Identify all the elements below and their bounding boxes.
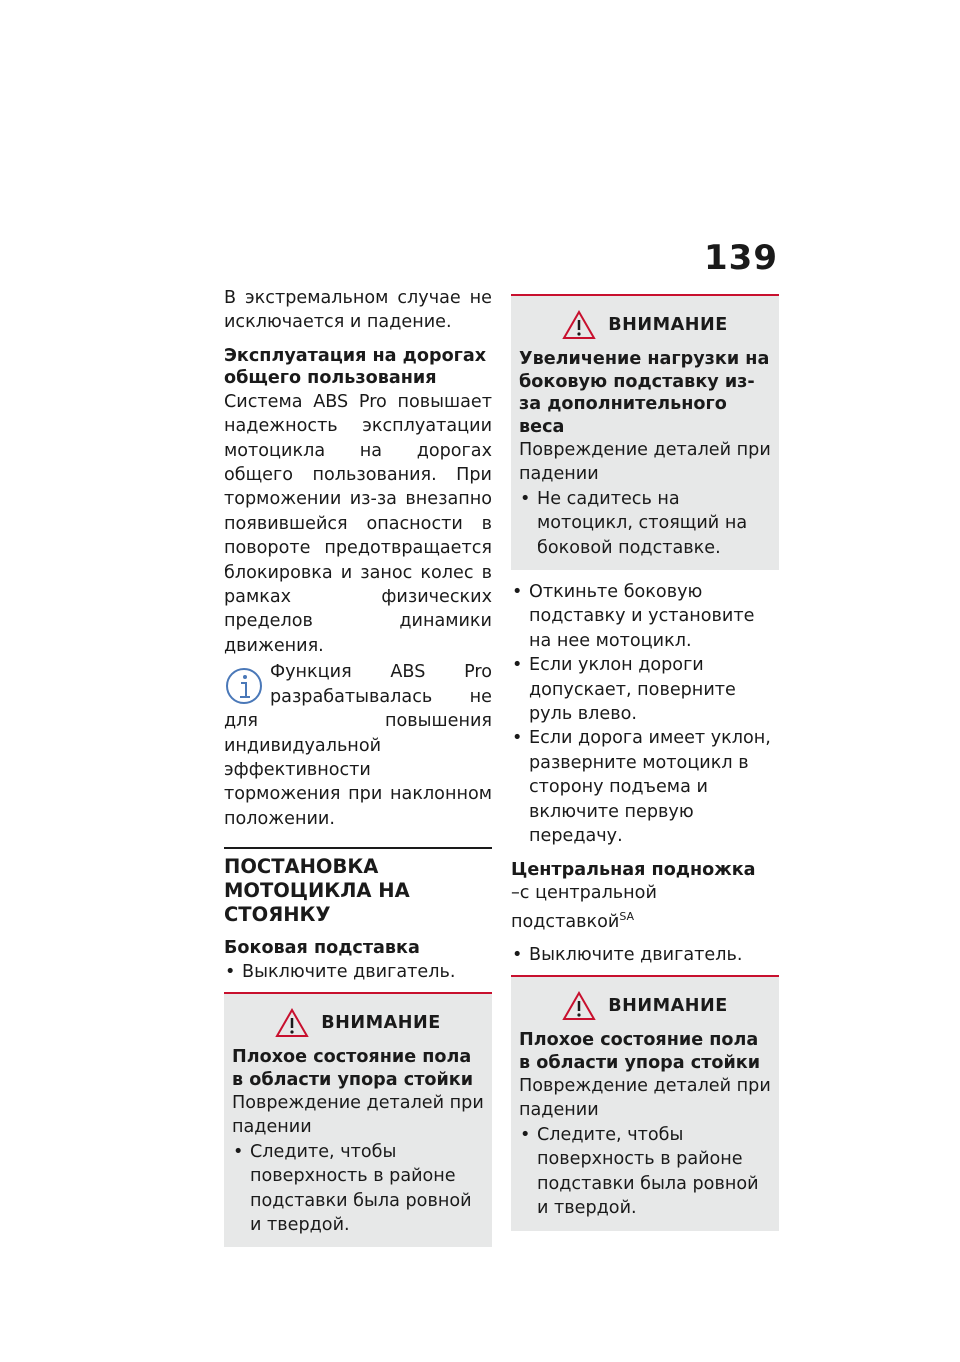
warning-triangle-icon	[562, 991, 596, 1021]
info-text: Функция ABS Pro разрабатывалась не для повышения индивидуальной эффективности торможения при наклонном положении.	[224, 662, 492, 829]
warning-title: ВНИМАНИЕ	[608, 315, 728, 335]
warning-bullet: • Следите, чтобы поверхность в районе подставки была ровной и твердой.	[519, 1123, 771, 1221]
section-text-public-roads: Система ABS Pro повышает надежность эксплуатации мотоцикла на дорогах общего пользования. При торможении из-за внезапно появившейся опасности в повороте предотвращается блокировка и занос колес в рамках физических пределов динамики движения.	[224, 391, 492, 656]
warning-title: ВНИМАНИЕ	[608, 996, 728, 1017]
section-heading-public-roads: Эксплуатация на дорогах общего пользования	[224, 345, 487, 389]
warning-text: Повреждение деталей при падении	[519, 1076, 771, 1121]
info-icon	[224, 664, 264, 708]
warning-box-floor	[511, 975, 779, 1230]
warning-box-extra-weight	[511, 294, 779, 570]
page-number: 139	[704, 238, 778, 278]
bullet-turn-handlebar: • Если уклон дороги допускает, поверните руль влево.	[511, 653, 779, 726]
bullet-slope: • Если дорога имеет уклон, разверните мотоцикл в сторону подъема и включите первую передачу.	[511, 726, 779, 848]
warning-heading: Увеличение нагрузки на боковую подставку из-за дополнительного веса	[519, 349, 770, 437]
warning-bullet: • Следите, чтобы поверхность в районе подставки была ровной и твердой.	[232, 1140, 484, 1238]
warning-triangle-icon	[275, 1008, 309, 1038]
warning-heading: Плохое состояние пола в области упора стойки	[232, 1047, 474, 1090]
warning-bullet: • Не садитесь на мотоцикл, стоящий на боковой подставке.	[519, 487, 771, 560]
left-column	[224, 286, 492, 1257]
warning-text: Повреждение деталей при падении	[232, 1093, 484, 1138]
center-stand-note: –с центральной подставкой$^{SA}$	[511, 883, 657, 933]
subsection-heading-center-stand: Центральная подножка	[511, 859, 756, 880]
bullet-engine-off: • Выключите двигатель.	[224, 960, 492, 984]
sa-superscript: SA	[619, 910, 635, 924]
warning-box-floor	[224, 992, 492, 1247]
bullet-engine-off: • Выключите двигатель.	[511, 943, 779, 967]
intro-text: В экстремальном случае не исключается и падение.	[224, 288, 492, 333]
warning-text: Повреждение деталей при падении	[519, 440, 771, 485]
bullet-fold-stand: • Откиньте боковую подставку и установите на нее мотоцикл.	[511, 580, 779, 653]
subsection-heading-side-stand: Боковая подставка	[224, 938, 420, 959]
warning-title: ВНИМАНИЕ	[321, 1013, 441, 1034]
right-column	[511, 286, 779, 1241]
section-title-parking: ПОСТАНОВКА МОТОЦИКЛА НА СТОЯНКУ	[224, 847, 492, 927]
warning-heading: Плохое состояние пола в области упора стойки	[519, 1030, 761, 1073]
warning-triangle-icon	[562, 310, 596, 340]
info-note	[224, 660, 492, 831]
